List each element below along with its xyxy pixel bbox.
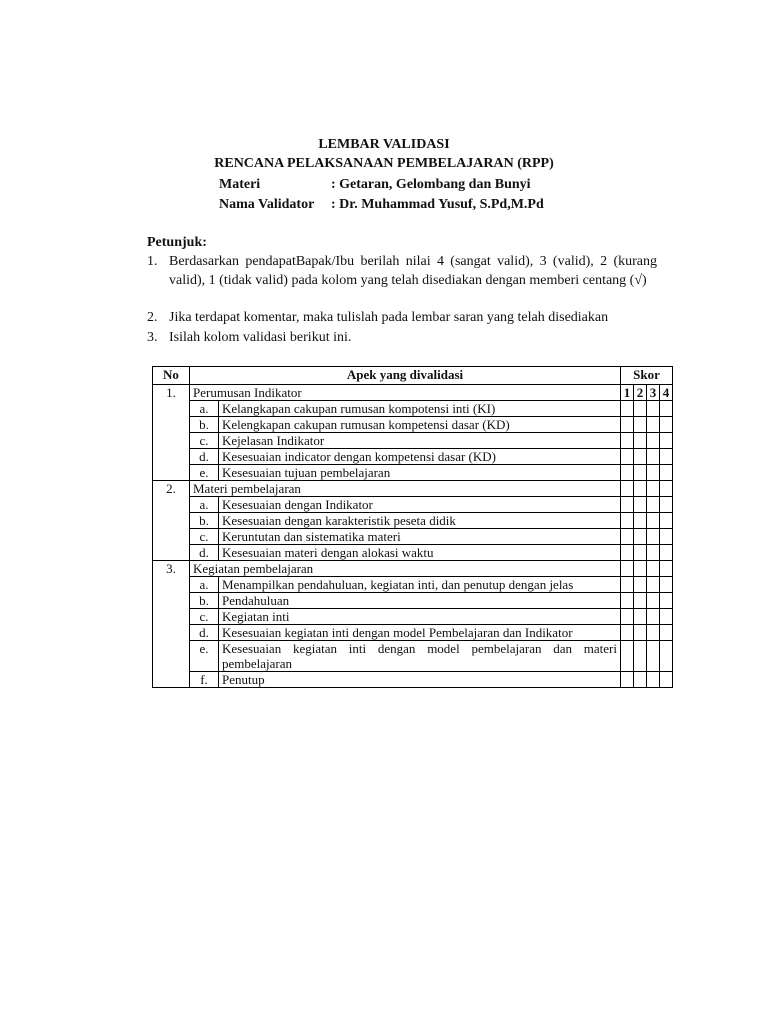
item-label: c. [190,529,219,545]
validator-value: : Dr. Muhammad Yusuf, S.Pd,M.Pd [331,197,544,212]
validator-label: Nama Validator [219,197,315,212]
score-cell[interactable] [660,545,673,561]
score-cell[interactable] [634,465,647,481]
score-cell[interactable] [660,433,673,449]
instruction-text: Jika terdapat komentar, maka tulislah pada lembar saran yang telah disediakan [169,310,609,325]
validator-row [219,197,544,213]
score-cell[interactable] [634,609,647,625]
item-text: Kejelasan Indikator [219,433,621,449]
score-cell[interactable] [621,545,634,561]
score-cell[interactable] [660,529,673,545]
table-row [153,497,673,513]
score-cell[interactable] [621,641,634,672]
score-cell[interactable] [647,625,660,641]
section-title: Perumusan Indikator [190,385,621,401]
score-cell[interactable] [621,529,634,545]
score-column-label: 1 [621,385,634,401]
section-number: 1. [153,385,190,481]
materi-label: Materi [219,177,261,192]
item-label: a. [190,497,219,513]
item-text: Kesesuaian kegiatan inti dengan model Pembelajaran dan Indikator [219,625,621,641]
score-cell[interactable] [660,417,673,433]
score-cell[interactable] [660,497,673,513]
materi-row [219,177,531,193]
item-label: c. [190,609,219,625]
instruction-number: 2. [147,310,158,325]
score-cell [621,481,634,497]
score-cell[interactable] [634,433,647,449]
item-label: b. [190,417,219,433]
score-cell[interactable] [634,672,647,688]
score-cell[interactable] [634,593,647,609]
item-text: Menampilkan pendahuluan, kegiatan inti, dan penutup dengan jelas [219,577,621,593]
score-cell [647,561,660,577]
item-text: Kesesuaian dengan Indikator [219,497,621,513]
score-cell[interactable] [621,433,634,449]
item-text: Kesesuaian dengan karakteristik peseta didik [219,513,621,529]
score-cell[interactable] [647,545,660,561]
item-text: Kesesuaian indicator dengan kompetensi dasar (KD) [219,449,621,465]
score-cell[interactable] [660,401,673,417]
section-row [153,385,673,401]
instructions-title: Petunjuk: [147,235,207,250]
score-cell[interactable] [660,625,673,641]
score-cell[interactable] [660,593,673,609]
instruction-item [147,308,657,327]
item-label: c. [190,433,219,449]
score-cell[interactable] [647,577,660,593]
header-aspect: Apek yang divalidasi [190,367,621,385]
score-cell[interactable] [660,672,673,688]
score-cell[interactable] [647,593,660,609]
score-cell[interactable] [621,497,634,513]
item-label: b. [190,593,219,609]
score-cell [647,481,660,497]
item-text: Kelengkapan cakupan rumusan kompetensi dasar (KD) [219,417,621,433]
score-cell[interactable] [660,449,673,465]
section-number: 3. [153,561,190,688]
score-cell [634,561,647,577]
instruction-number: 1. [147,254,158,269]
score-cell[interactable] [634,497,647,513]
header-no: No [153,367,190,385]
table-header-row [153,367,673,385]
table-row [153,609,673,625]
score-cell[interactable] [647,417,660,433]
table-row [153,417,673,433]
score-cell[interactable] [660,513,673,529]
table-row [153,449,673,465]
item-label: d. [190,449,219,465]
section-number: 2. [153,481,190,561]
score-cell[interactable] [660,641,673,672]
score-cell[interactable] [647,433,660,449]
score-cell[interactable] [660,465,673,481]
score-cell[interactable] [634,401,647,417]
score-cell[interactable] [634,577,647,593]
score-cell[interactable] [647,449,660,465]
table-row [153,401,673,417]
score-column-label: 4 [660,385,673,401]
score-cell[interactable] [660,577,673,593]
score-cell[interactable] [621,401,634,417]
score-cell [634,481,647,497]
table-row [153,529,673,545]
validation-table [152,366,673,688]
score-cell[interactable] [621,513,634,529]
item-text: Penutup [219,672,621,688]
section-title: Materi pembelajaran [190,481,621,497]
item-text: Kesesuaian tujuan pembelajaran [219,465,621,481]
score-cell[interactable] [634,641,647,672]
score-cell[interactable] [621,449,634,465]
instruction-text: Berdasarkan pendapatBapak/Ibu berilah nilai 4 (sangat valid), 3 (valid), 2 (kurang valid), 1 (tidak valid) pada kolom yang telah disediakan dengan memberi centang (√) [169,254,657,288]
score-cell[interactable] [647,401,660,417]
instruction-text: Isilah kolom validasi berikut ini. [169,330,352,345]
score-cell[interactable] [621,577,634,593]
score-cell[interactable] [647,497,660,513]
table-row [153,593,673,609]
score-cell[interactable] [634,625,647,641]
item-text: Kelangkapan cakupan rumusan kompotensi inti (KI) [219,401,621,417]
score-cell[interactable] [660,609,673,625]
item-label: a. [190,577,219,593]
document-subtitle: RENCANA PELAKSANAAN PEMBELAJARAN (RPP) [214,156,554,171]
document-title: LEMBAR VALIDASI [318,137,450,152]
score-cell[interactable] [634,449,647,465]
table-row [153,641,673,672]
table-row [153,433,673,449]
score-cell[interactable] [647,529,660,545]
item-label: d. [190,545,219,561]
section-title: Kegiatan pembelajaran [190,561,621,577]
score-cell[interactable] [647,465,660,481]
item-label: e. [190,641,219,672]
materi-value: : Getaran, Gelombang dan Bunyi [331,177,531,192]
score-cell[interactable] [647,609,660,625]
item-text: Keruntutan dan sistematika materi [219,529,621,545]
table-row [153,513,673,529]
item-label: d. [190,625,219,641]
item-label: e. [190,465,219,481]
score-column-label: 2 [634,385,647,401]
item-text: Pendahuluan [219,593,621,609]
instruction-number: 3. [147,330,158,345]
item-label: f. [190,672,219,688]
score-cell[interactable] [634,417,647,433]
item-text: Kesesuaian kegiatan inti dengan model pembelajaran dan materi pembelajaran [219,641,621,672]
score-cell[interactable] [647,641,660,672]
score-cell[interactable] [634,529,647,545]
score-cell [660,481,673,497]
table-row [153,672,673,688]
instruction-item [147,328,657,347]
instruction-item [147,252,657,290]
table-row [153,545,673,561]
score-cell[interactable] [634,545,647,561]
score-cell[interactable] [647,513,660,529]
score-cell[interactable] [621,625,634,641]
score-cell[interactable] [621,672,634,688]
item-label: b. [190,513,219,529]
table-row [153,577,673,593]
item-text: Kesesuaian materi dengan alokasi waktu [219,545,621,561]
score-cell[interactable] [621,593,634,609]
score-cell[interactable] [647,672,660,688]
score-cell[interactable] [634,513,647,529]
section-row [153,561,673,577]
score-cell[interactable] [621,609,634,625]
score-cell[interactable] [621,417,634,433]
section-row [153,481,673,497]
score-cell [660,561,673,577]
score-cell [621,561,634,577]
score-column-label: 3 [647,385,660,401]
table-body [153,385,673,688]
score-cell[interactable] [621,465,634,481]
table-row [153,625,673,641]
item-label: a. [190,401,219,417]
header-score: Skor [621,367,673,385]
table-row [153,465,673,481]
item-text: Kegiatan inti [219,609,621,625]
